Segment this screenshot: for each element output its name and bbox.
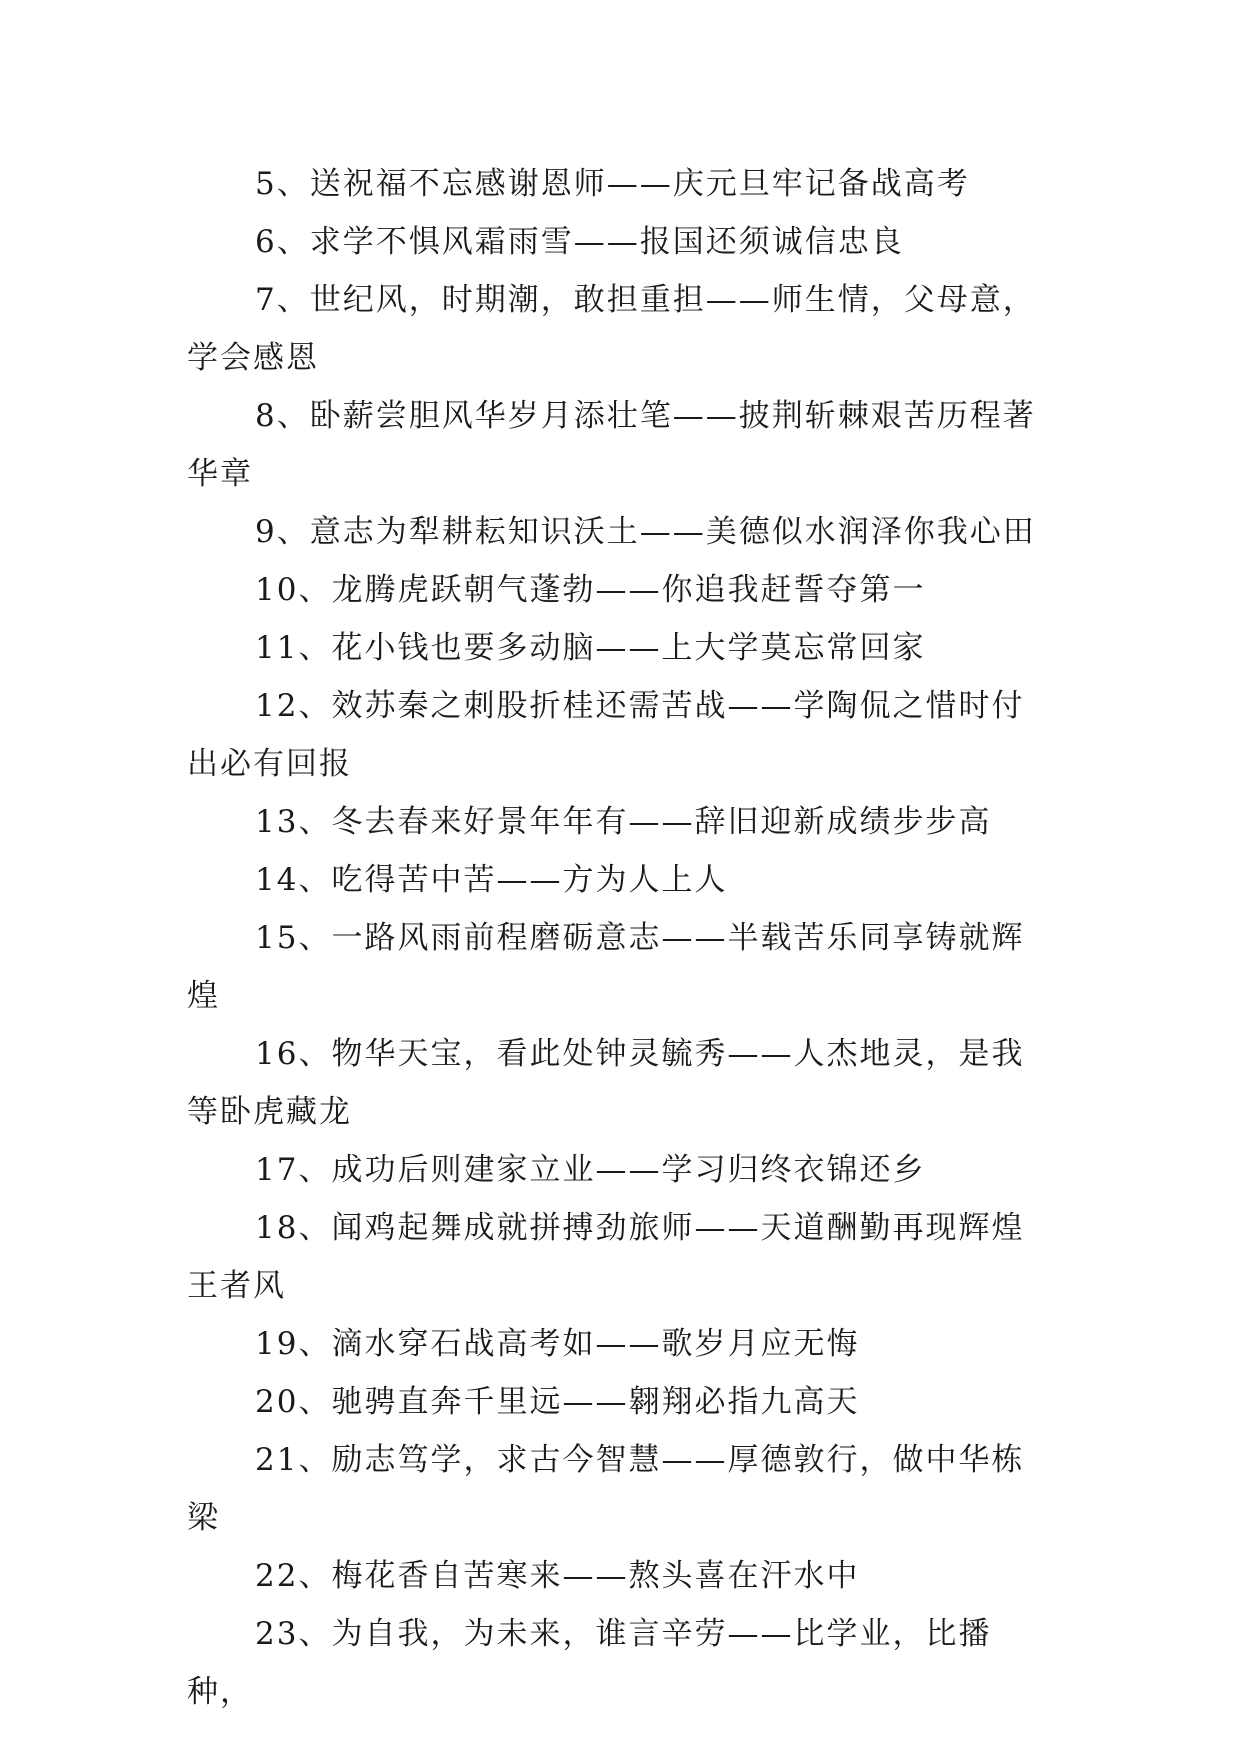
couplet-line-17: 17、成功后则建家立业——学习归终衣锦还乡 — [255, 1152, 926, 1188]
couplet-line-19: 19、滴水穿石战高考如——歌岁月应无悔 — [255, 1326, 860, 1362]
couplet-line-8: 8、卧薪尝胆风华岁月添壮笔——披荆斩棘艰苦历程著华章 — [187, 398, 1036, 492]
couplet-line-10: 10、龙腾虎跃朝气蓬勃——你追我赶誓夺第一 — [255, 572, 926, 608]
couplet-line-13: 13、冬去春来好景年年有——辞旧迎新成绩步步高 — [255, 804, 992, 840]
couplet-line-15: 15、一路风雨前程磨砺意志——半载苦乐同享铸就辉煌 — [187, 920, 1025, 1014]
couplet-line-5: 5、送祝福不忘感谢恩师——庆元旦牢记备战高考 — [255, 166, 970, 202]
couplet-line-16: 16、物华天宝，看此处钟灵毓秀——人杰地灵，是我等卧虎藏龙 — [187, 1036, 1025, 1130]
couplet-list — [187, 155, 1057, 1721]
couplet-line-20: 20、驰骋直奔千里远——翱翔必指九高天 — [255, 1384, 860, 1420]
couplet-line-14: 14、吃得苦中苦——方为人上人 — [255, 862, 728, 898]
couplet-line-21: 21、励志笃学，求古今智慧——厚德敦行，做中华栋梁 — [187, 1442, 1025, 1536]
couplet-line-7: 7、世纪风，时期潮，敢担重担——师生情，父母意，学会感恩 — [187, 282, 1036, 376]
couplet-line-11: 11、花小钱也要多动脑——上大学莫忘常回家 — [255, 630, 926, 666]
couplet-line-22: 22、梅花香自苦寒来——熬头喜在汗水中 — [255, 1558, 860, 1594]
couplet-line-12: 12、效苏秦之刺股折桂还需苦战——学陶侃之惜时付出必有回报 — [187, 688, 1025, 782]
couplet-line-6: 6、求学不惧风霜雨雪——报国还须诚信忠良 — [255, 224, 904, 260]
couplet-line-18: 18、闻鸡起舞成就拼搏劲旅师——天道酬勤再现辉煌王者风 — [187, 1210, 1025, 1304]
couplet-line-9: 9、意志为犁耕耘知识沃土——美德似水润泽你我心田 — [255, 514, 1036, 550]
couplet-line-23: 23、为自我，为未来，谁言辛劳——比学业，比播种， — [187, 1616, 992, 1710]
